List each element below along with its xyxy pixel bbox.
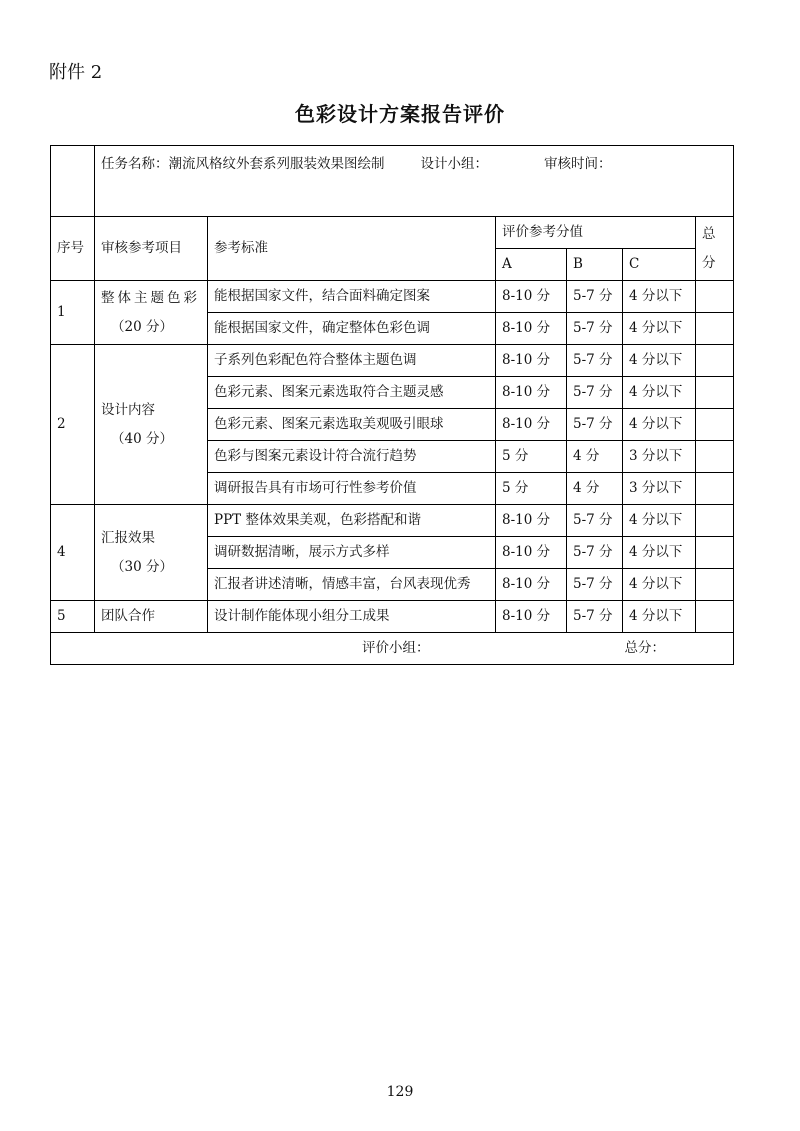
criterion-text: 设计制作能体现小组分工成果 [208, 601, 496, 633]
score-c: 3 分以下 [623, 473, 696, 505]
header-total [696, 217, 734, 281]
score-c: 4 分以下 [623, 281, 696, 313]
score-a: 8-10 分 [496, 601, 567, 633]
row-number: 1 [51, 281, 95, 345]
total-score-cell [696, 505, 734, 537]
score-c: 4 分以下 [623, 409, 696, 441]
score-b: 5-7 分 [567, 377, 623, 409]
score-b: 5-7 分 [567, 569, 623, 601]
total-score-label: 总分： [624, 640, 665, 657]
review-item [95, 281, 208, 345]
design-group-label: 设计小组： [420, 156, 488, 172]
score-c: 4 分以下 [623, 377, 696, 409]
header-grade-c: C [623, 249, 696, 281]
header-no: 序号 [51, 217, 95, 281]
table-row [51, 505, 734, 537]
score-b: 5-7 分 [567, 345, 623, 377]
score-c: 4 分以下 [623, 537, 696, 569]
total-score-cell [696, 281, 734, 313]
total-score-cell [696, 473, 734, 505]
task-name-label: 任务名称： [101, 156, 169, 172]
header-standard: 参考标准 [208, 217, 496, 281]
page-title: 色彩设计方案报告评价 [295, 102, 505, 126]
review-time-label: 审核时间： [544, 156, 612, 172]
review-item [95, 345, 208, 505]
total-score-cell [696, 345, 734, 377]
review-item-label: 设计内容 [101, 401, 155, 418]
criterion-text: 色彩元素、图案元素选取符合主题灵感 [208, 377, 496, 409]
footer-row [51, 633, 734, 665]
score-c: 3 分以下 [623, 441, 696, 473]
attachment-label: 附件 2 [49, 62, 103, 83]
score-a: 8-10 分 [496, 281, 567, 313]
score-a: 5 分 [496, 473, 567, 505]
score-b: 5-7 分 [567, 281, 623, 313]
total-score-cell [696, 441, 734, 473]
total-score-cell [696, 537, 734, 569]
criterion-text: 色彩与图案元素设计符合流行趋势 [208, 441, 496, 473]
score-b: 5-7 分 [567, 313, 623, 345]
criterion-text: PPT 整体效果美观，色彩搭配和谐 [208, 505, 496, 537]
total-score-cell [696, 569, 734, 601]
evaluation-table [50, 145, 734, 665]
score-b: 5-7 分 [567, 409, 623, 441]
total-score-cell [696, 313, 734, 345]
score-a: 8-10 分 [496, 537, 567, 569]
score-a: 8-10 分 [496, 377, 567, 409]
header-grade-b: B [567, 249, 623, 281]
table-row [51, 281, 734, 313]
task-row-blank [51, 146, 95, 217]
score-c: 4 分以下 [623, 505, 696, 537]
row-number: 2 [51, 345, 95, 505]
evaluation-group-label: 评价小组： [362, 640, 430, 657]
score-a: 5 分 [496, 441, 567, 473]
score-c: 4 分以下 [623, 345, 696, 377]
total-score-cell [696, 409, 734, 441]
review-item [95, 505, 208, 601]
review-item-label: 团队合作 [101, 608, 155, 625]
criterion-text: 调研数据清晰，展示方式多样 [208, 537, 496, 569]
table-row [51, 345, 734, 377]
footer-cell [51, 633, 734, 665]
total-score-cell [696, 377, 734, 409]
criterion-text: 子系列色彩配色符合整体主题色调 [208, 345, 496, 377]
header-row [51, 217, 734, 249]
row-number: 5 [51, 601, 95, 633]
score-a: 8-10 分 [496, 505, 567, 537]
score-b: 5-7 分 [567, 601, 623, 633]
header-grade-a: A [496, 249, 567, 281]
task-name-value: 潮流风格纹外套系列服装效果图绘制 [168, 156, 385, 172]
score-a: 8-10 分 [496, 409, 567, 441]
review-item [95, 601, 208, 633]
header-item: 审核参考项目 [95, 217, 208, 281]
score-b: 4 分 [567, 441, 623, 473]
score-c: 4 分以下 [623, 601, 696, 633]
score-c: 4 分以下 [623, 569, 696, 601]
score-a: 8-10 分 [496, 313, 567, 345]
header-total-1: 总 [702, 225, 716, 242]
score-b: 4 分 [567, 473, 623, 505]
criterion-text: 调研报告具有市场可行性参考价值 [208, 473, 496, 505]
review-item-label: 汇报效果 [101, 529, 155, 546]
review-item-label: 整体主题色彩 [101, 289, 200, 306]
score-a: 8-10 分 [496, 569, 567, 601]
page-number: 129 [386, 1084, 414, 1100]
task-info-cell [95, 146, 734, 217]
row-number: 4 [51, 505, 95, 601]
criterion-text: 能根据国家文件，结合面料确定图案 [208, 281, 496, 313]
score-c: 4 分以下 [623, 313, 696, 345]
review-item-points: （30 分） [111, 558, 173, 575]
criterion-text: 色彩元素、图案元素选取美观吸引眼球 [208, 409, 496, 441]
total-score-cell [696, 601, 734, 633]
header-total-2: 分 [702, 254, 716, 271]
table-row [51, 601, 734, 633]
header-score-ref: 评价参考分值 [496, 217, 696, 249]
score-b: 5-7 分 [567, 505, 623, 537]
review-item-points: （20 分） [111, 318, 173, 335]
score-b: 5-7 分 [567, 537, 623, 569]
score-a: 8-10 分 [496, 345, 567, 377]
task-row [51, 146, 734, 217]
review-item-points: （40 分） [111, 430, 173, 447]
criterion-text: 能根据国家文件，确定整体色彩色调 [208, 313, 496, 345]
criterion-text: 汇报者讲述清晰，情感丰富，台风表现优秀 [208, 569, 496, 601]
